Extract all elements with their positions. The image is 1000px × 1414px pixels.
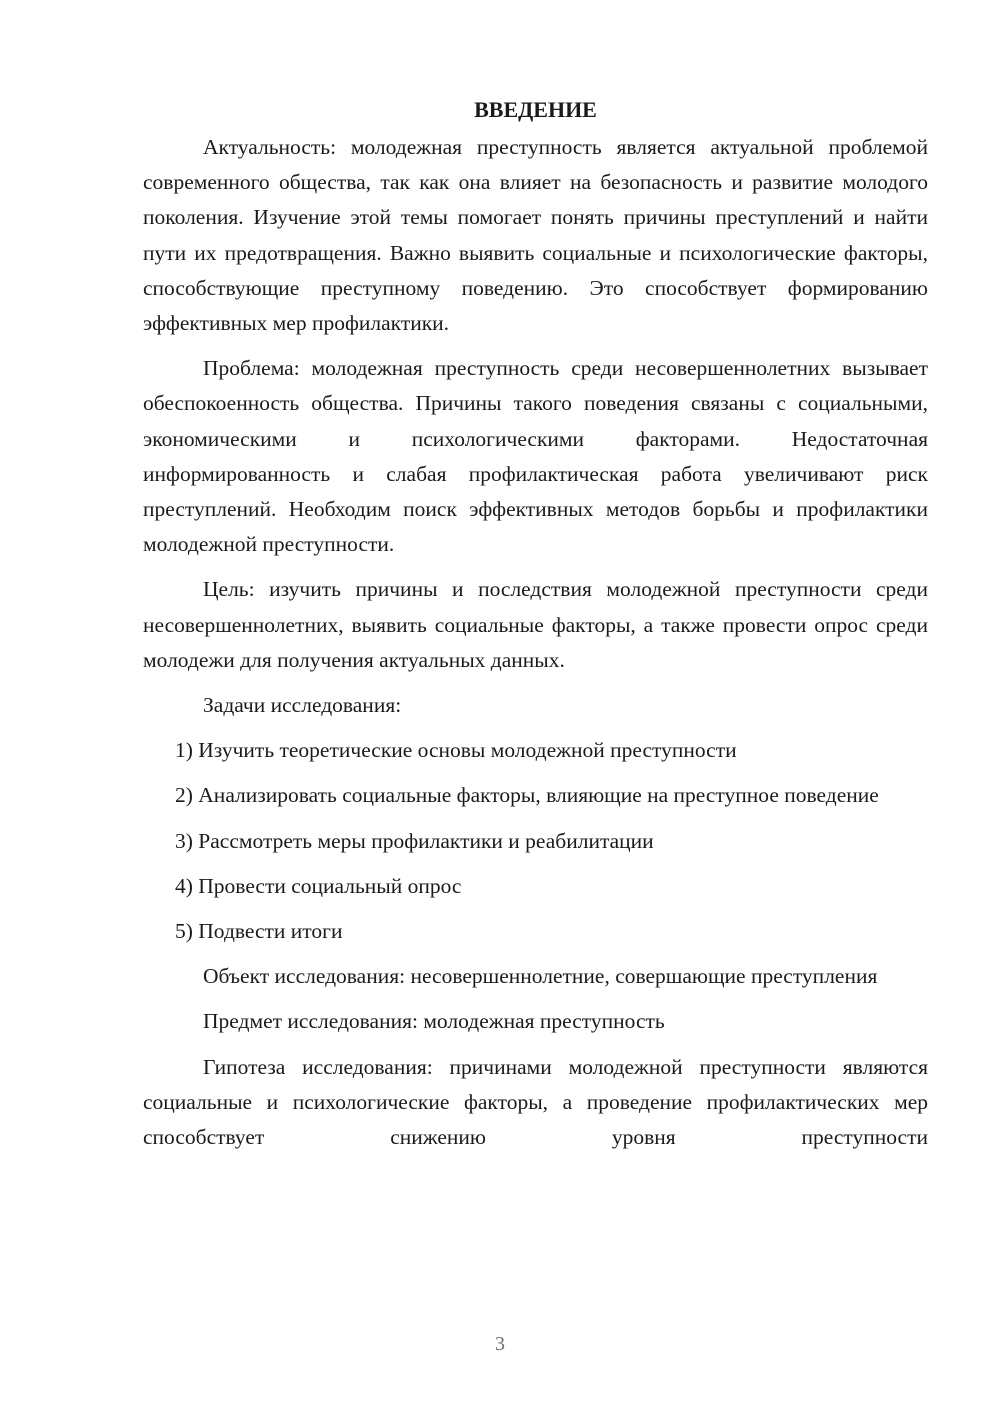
paragraph-relevance: Актуальность: молодежная преступность является актуальной проблемой современного общества, так как она влияет на безопасность и развитие молодого поколения. Изучение этой темы помогает понять причины преступлений и найти пути их предотвращения. Важно выявить социальные и психологические факторы, способствующие преступному поведению. Это способствует формированию эффективных мер профилактики.	[143, 135, 928, 336]
paragraph-hypothesis: Гипотеза исследования: причинами молодежной преступности являются социальные и психологические факторы, а проведение профилактических мер способствует снижению уровня преступности	[143, 1054, 928, 1150]
paragraph-object: Объект исследования: несовершеннолетние, совершающие преступления	[203, 964, 878, 989]
task-item-2: 2) Анализировать социальные факторы, влияющие на преступное поведение	[175, 783, 879, 808]
task-item-4: 4) Провести социальный опрос	[175, 873, 462, 898]
paragraph-goal: Цель: изучить причины и последствия молодежной преступности среди несовершеннолетних, выявить социальные факторы, а также провести опрос среди молодежи для получения актуальных данных.	[143, 577, 928, 672]
document-page	[143, 92, 928, 1165]
task-item-3: 3) Рассмотреть меры профилактики и реабилитации	[175, 828, 654, 853]
section-title: ВВЕДЕНИЕ	[474, 97, 597, 122]
task-item-1: 1) Изучить теоретические основы молодежной преступности	[175, 738, 737, 763]
page-number: 3	[495, 1333, 505, 1355]
task-item-5: 5) Подвести итоги	[175, 919, 343, 944]
tasks-heading: Задачи исследования:	[203, 693, 402, 718]
paragraph-problem: Проблема: молодежная преступность среди несовершеннолетних вызывает обеспокоенность общества. Причины такого поведения связаны с социальными, экономическими и психологическими факторами. Недостаточная информированность и слабая профилактическая работа увеличивают риск преступлений. Необходим поиск эффективных методов борьбы и профилактики молодежной преступности.	[143, 356, 928, 557]
paragraph-subject: Предмет исследования: молодежная преступность	[203, 1009, 665, 1034]
